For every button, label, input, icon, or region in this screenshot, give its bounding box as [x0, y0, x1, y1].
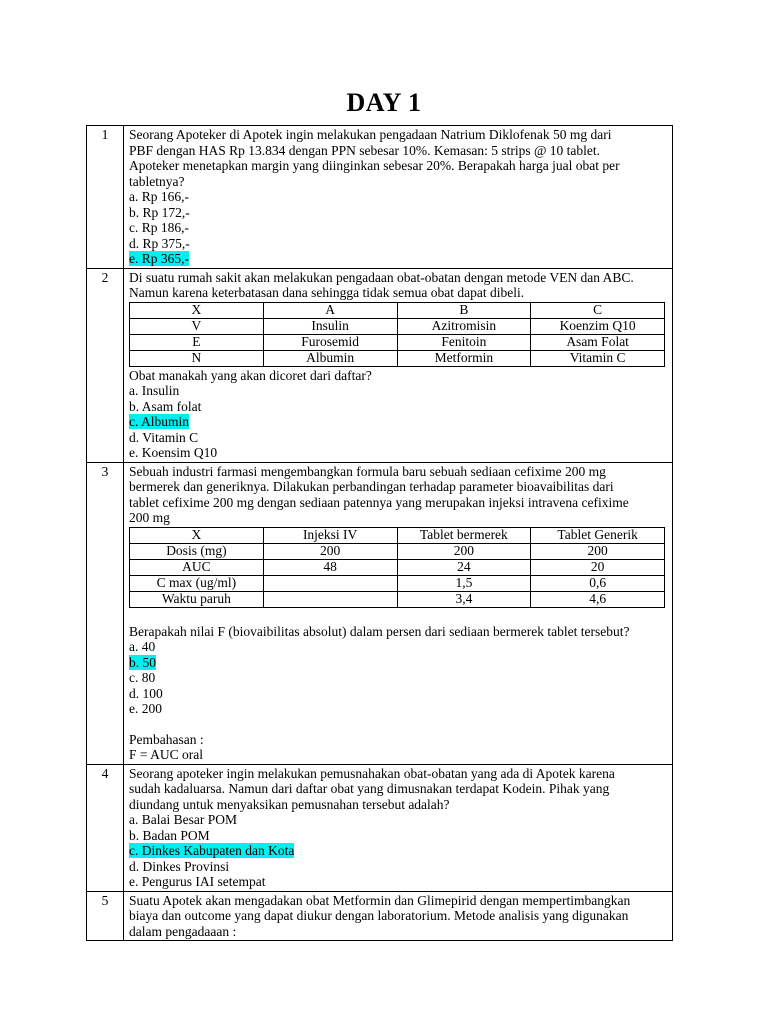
option: b. Rp 172,-: [129, 204, 190, 220]
table-cell: Asam Folat: [531, 334, 665, 350]
table-cell: 48: [263, 559, 397, 575]
discussion-text: F = AUC oral: [129, 747, 203, 762]
table-cell: Metformin: [397, 350, 531, 366]
table-cell: X: [130, 527, 264, 543]
question-text: Sebuah industri farmasi mengembangkan formula baru sebuah sediaan cefixime 200 mg: [129, 463, 606, 479]
answer-highlight: e. Rp 365,-: [129, 251, 189, 266]
table-cell: Azitromisin: [397, 318, 531, 334]
table-cell: 20: [531, 559, 665, 575]
question-text: Seorang apoteker ingin melakukan pemusnahakan obat-obatan yang ada di Apotek karena: [129, 765, 615, 781]
spacer: [129, 717, 667, 732]
discussion-label: Pembahasan :: [129, 731, 204, 747]
option: a. Balai Besar POM: [129, 812, 237, 827]
question-row-5: [87, 891, 673, 941]
question-number: 1: [87, 126, 124, 269]
option: b. Badan POM: [129, 827, 210, 843]
bioavailability-table: [129, 527, 665, 608]
ven-abc-table: [129, 302, 665, 367]
option: e. 200: [129, 701, 162, 716]
option: d. Rp 375,-: [129, 235, 190, 251]
question-text: 200 mg: [129, 510, 170, 525]
page-title: DAY 1: [346, 88, 422, 117]
answer-highlight: b. 50: [129, 654, 156, 670]
table-cell: C max (ug/ml): [130, 575, 264, 591]
table-cell: 200: [397, 543, 531, 559]
question-text: diundang untuk menyaksikan pemusnahan tersebut adalah?: [129, 796, 450, 812]
table-cell: Waktu paruh: [130, 591, 264, 607]
question-body: [124, 462, 673, 764]
question-text: Berapakah nilai F (biovaibilitas absolut) dalam persen dari sediaan bermerek tablet tersebut?: [129, 623, 630, 639]
spacer: [129, 609, 667, 624]
table-cell: B: [397, 302, 531, 318]
option: b. Asam folat: [129, 398, 202, 414]
question-text: biaya dan outcome yang dapat diukur dengan laboratorium. Metode analisis yang digunakan: [129, 908, 629, 923]
option: c. Rp 186,-: [129, 220, 189, 235]
question-text: Namun karena keterbatasan dana sehingga tidak semua obat dapat dibeli.: [129, 285, 525, 300]
question-text: sudah kadaluarsa. Namun dari daftar obat yang dimusnakan terdapat Kodein. Pihak yang: [129, 781, 610, 796]
option: a. 40: [129, 639, 156, 654]
table-cell: Tablet Generik: [531, 527, 665, 543]
table-cell: Koenzim Q10: [531, 318, 665, 334]
table-cell: E: [130, 334, 264, 350]
table-cell: 3,4: [397, 591, 531, 607]
table-cell: Fenitoin: [397, 334, 531, 350]
question-number: 5: [87, 891, 124, 941]
question-text: Apoteker menetapkan margin yang diinginkan sebesar 20%. Berapakah harga jual obat per: [129, 158, 620, 173]
question-text: dalam pengadaaan :: [129, 923, 237, 939]
table-cell: 4,6: [531, 591, 665, 607]
question-text: tablet cefixime 200 mg dengan sediaan patennya yang merupakan injeksi intravena cefixime: [129, 494, 629, 510]
question-number: 3: [87, 462, 124, 764]
question-body: [124, 891, 673, 941]
table-cell: AUC: [130, 559, 264, 575]
question-text: Di suatu rumah sakit akan melakukan pengadaan obat-obatan dengan metode VEN dan ABC.: [129, 269, 634, 285]
table-cell: 1,5: [397, 575, 531, 591]
option: c. 80: [129, 670, 156, 685]
option: d. Vitamin C: [129, 429, 199, 445]
option: a. Insulin: [129, 383, 180, 398]
question-text: PBF dengan HAS Rp 13.834 dengan PPN sebesar 10%. Kemasan: 5 strips @ 10 tablet.: [129, 142, 601, 158]
table-cell: Furosemid: [263, 334, 397, 350]
table-cell: A: [263, 302, 397, 318]
answer-highlight: c. Dinkes Kabupaten dan Kota: [129, 843, 295, 858]
questions-table: [86, 125, 673, 941]
question-body: [124, 268, 673, 462]
table-cell: [263, 575, 397, 591]
table-cell: 200: [531, 543, 665, 559]
question-text: Suatu Apotek akan mengadakan obat Metformin dan Glimepirid dengan mempertimbangkan: [129, 892, 631, 908]
table-cell: Dosis (mg): [130, 543, 264, 559]
table-cell: V: [130, 318, 264, 334]
table-cell: Albumin: [263, 350, 397, 366]
question-number: 4: [87, 764, 124, 891]
question-body: [124, 126, 673, 269]
question-body: [124, 764, 673, 891]
table-cell: Injeksi IV: [263, 527, 397, 543]
question-text: bermerek dan generiknya. Dilakukan perbandingan terhadap parameter bioavaibilitas dari: [129, 479, 614, 494]
question-row-1: [87, 126, 673, 269]
table-cell: Insulin: [263, 318, 397, 334]
table-cell: Tablet bermerek: [397, 527, 531, 543]
table-cell: 0,6: [531, 575, 665, 591]
question-row-3: [87, 462, 673, 764]
option: a. Rp 166,-: [129, 189, 189, 204]
table-cell: C: [531, 302, 665, 318]
answer-highlight: c. Albumin: [129, 414, 189, 429]
question-row-2: [87, 268, 673, 462]
option: e. Pengurus IAI setempat: [129, 874, 266, 889]
question-text: Obat manakah yang akan dicoret dari daftar?: [129, 367, 372, 383]
table-cell: 24: [397, 559, 531, 575]
option: d. Dinkes Provinsi: [129, 858, 230, 874]
table-cell: X: [130, 302, 264, 318]
question-text: tabletnya?: [129, 173, 185, 189]
question-text: Seorang Apoteker di Apotek ingin melakukan pengadaan Natrium Diklofenak 50 mg dari: [129, 127, 612, 142]
table-cell: Vitamin C: [531, 350, 665, 366]
option: e. Koensim Q10: [129, 445, 218, 460]
table-cell: 200: [263, 543, 397, 559]
question-number: 2: [87, 268, 124, 462]
option: d. 100: [129, 685, 163, 701]
table-cell: [263, 591, 397, 607]
question-row-4: [87, 764, 673, 891]
table-cell: N: [130, 350, 264, 366]
